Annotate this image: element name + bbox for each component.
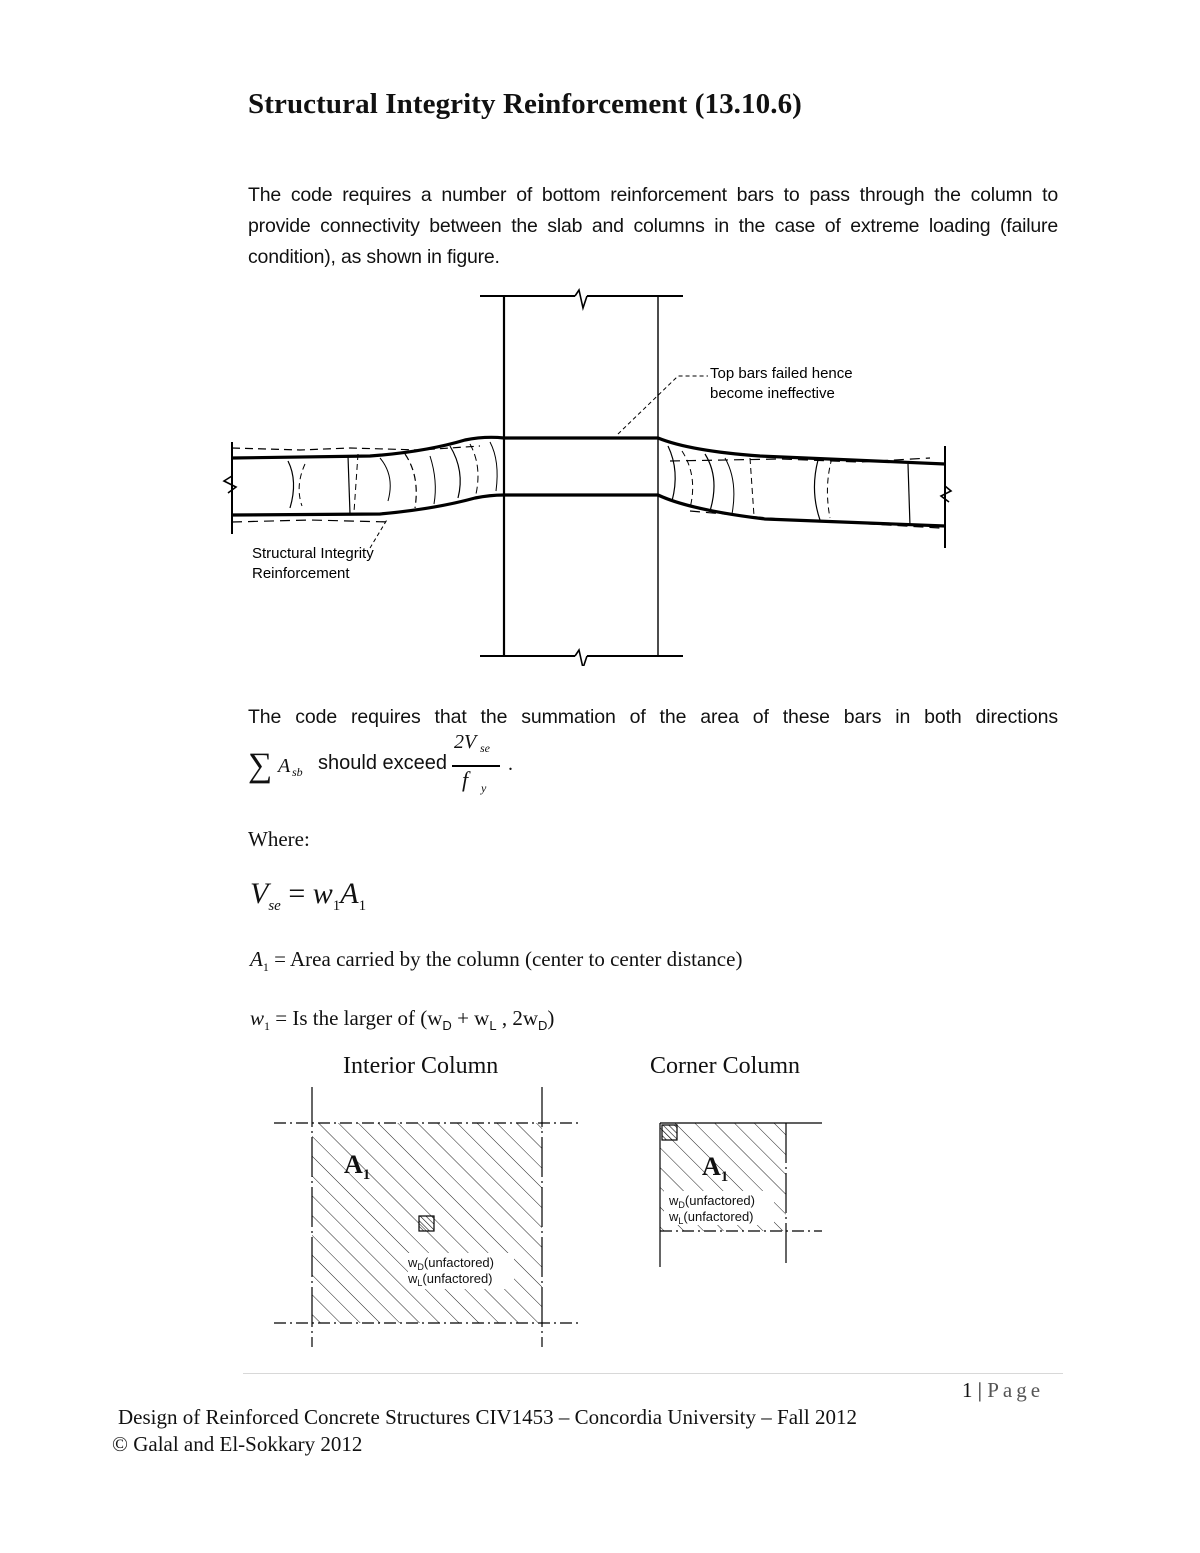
integrity-label-2: Reinforcement — [252, 565, 350, 582]
page-num-value: 1 | — [962, 1378, 988, 1402]
slab-column-failure-figure — [220, 286, 960, 666]
tributary-area-figure — [260, 1045, 840, 1355]
footer-divider — [243, 1373, 1063, 1374]
corner-column-title: Corner Column — [650, 1053, 800, 1079]
interior-column-diagram — [274, 1087, 578, 1347]
a1-sub: 1 — [262, 960, 269, 975]
numerator-sub: se — [480, 741, 490, 755]
corner-wl-label: $w_L(unfactored)$ — [669, 1209, 754, 1226]
corner-wd-label: $w_D(unfactored)$ — [669, 1193, 755, 1210]
interior-column-title: Interior Column — [343, 1053, 499, 1079]
fraction-bar — [452, 765, 500, 767]
integrity-formula — [248, 731, 648, 805]
footer-course: Design of Reinforced Concrete Structures CIV1453 – Concordia University – Fall 2012 — [118, 1405, 857, 1429]
formula-A-sub: sb — [292, 765, 303, 779]
numerator: 2V — [454, 731, 477, 753]
vse-V: V — [250, 877, 269, 910]
interior-A1: $A_1$ — [344, 1150, 371, 1183]
w1-comma: , 2w — [496, 1006, 538, 1030]
vse-sub: se — [268, 898, 281, 914]
summation-paragraph: The code requires that the summation of the area of these bars in both directions — [248, 706, 1058, 728]
vse-w-sub: 1 — [332, 898, 341, 914]
vse-A-sub: 1 — [358, 898, 367, 914]
a1-definition — [250, 947, 742, 975]
w1-D1: D — [442, 1018, 452, 1034]
w1-plus: + w — [451, 1006, 490, 1030]
denominator: f — [462, 767, 469, 792]
vse-equals: = — [280, 877, 313, 910]
w1-w: w — [250, 1006, 265, 1030]
w1-definition — [250, 1006, 554, 1034]
vse-w: w — [312, 877, 333, 910]
interior-wd-label: $w_D(unfactored)$ — [408, 1255, 494, 1272]
sigma-symbol: ∑ — [248, 747, 273, 784]
a1-A: A — [250, 947, 263, 971]
w1-D2: D — [537, 1018, 548, 1034]
should-exceed: should exceed — [318, 752, 447, 774]
corner-A1: $A_1$ — [702, 1152, 729, 1185]
footer-copyright: © Galal and El-Sokkary 2012 — [112, 1432, 363, 1456]
w1-close: ) — [547, 1006, 555, 1030]
w1-text: = Is the larger of (w — [270, 1006, 443, 1030]
where-label: Where: — [248, 827, 310, 851]
page-number — [962, 1378, 1044, 1403]
top-bars-label: Top bars failed hence — [710, 365, 853, 382]
w1-sub: 1 — [264, 1019, 271, 1034]
vse-A: A — [340, 877, 359, 910]
formula-A: A — [278, 755, 291, 777]
w1-L: L — [489, 1018, 497, 1034]
formula-period: . — [508, 753, 513, 775]
top-bars-label-2: become ineffective — [710, 385, 835, 402]
vse-equation — [250, 877, 366, 915]
interior-wl-label: $w_L(unfactored)$ — [408, 1271, 493, 1288]
integrity-label: Structural Integrity — [252, 545, 374, 562]
page-title: Structural Integrity Reinforcement (13.10.6) — [248, 88, 802, 120]
intro-paragraph: The code requires a number of bottom reinforcement bars to pass through the column to provide connectivity between the slab and columns in the case of extreme loading (failure condition), as shown in figure. — [248, 184, 1058, 268]
page-word: Page — [987, 1378, 1045, 1402]
a1-text: = Area carried by the column (center to center distance) — [268, 947, 743, 971]
denominator-sub: y — [481, 781, 487, 795]
